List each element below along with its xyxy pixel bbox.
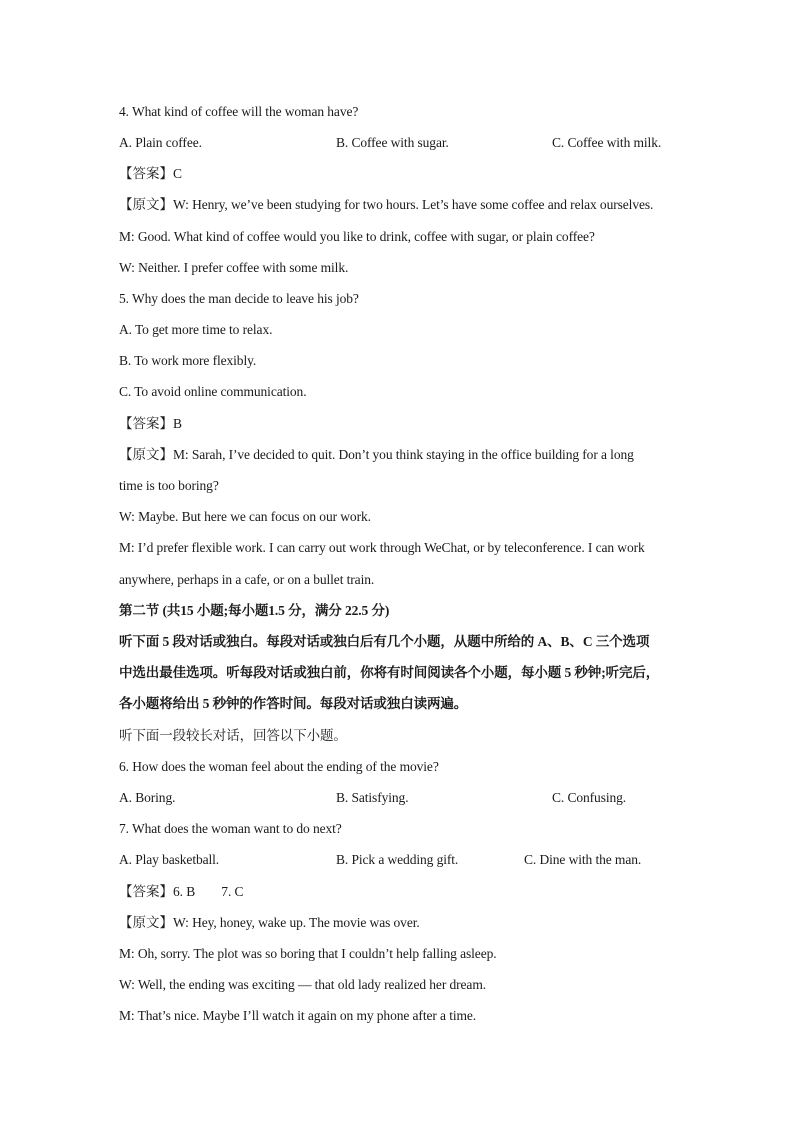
section-heading: 第二节 (共15 小题;每小题1.5 分，满分 22.5 分)	[119, 603, 390, 618]
answer-label: 【答案】	[119, 166, 173, 181]
answer-value: B	[173, 416, 182, 431]
section-instructions-line: 中选出最佳选项。听每段对话或独白前，你将有时间阅读各个小题，每小题 5 秒钟;听完后，	[119, 665, 660, 680]
q4-option-b: B. Coffee with sugar.	[336, 135, 449, 150]
q67-script-line	[119, 914, 420, 932]
q5-question: 5. Why does the man decide to leave his job?	[119, 291, 359, 306]
q5-script-line: time is too boring?	[119, 478, 219, 493]
q5-option-c: C. To avoid online communication.	[119, 384, 307, 399]
q5-script-line: anywhere, perhaps in a cafe, or on a bullet train.	[119, 572, 375, 587]
answer-value: C	[173, 166, 182, 181]
section-instructions-line: 听下面 5 段对话或独白。每段对话或独白后有几个小题，从题中所给的 A、B、C 三个选项	[119, 634, 650, 649]
q7-option-a: A. Play basketball.	[119, 852, 220, 867]
script-text: W: Henry, we’ve been studying for two hours. Let’s have some coffee and relax ourselves.	[173, 197, 654, 212]
q6-option-a: A. Boring.	[119, 790, 176, 805]
q4-script-line	[119, 196, 653, 214]
script-text: M: Sarah, I’ve decided to quit. Don’t you think staying in the office building for a long	[173, 447, 634, 462]
q4-question: 4. What kind of coffee will the woman have?	[119, 104, 359, 119]
q6-question: 6. How does the woman feel about the ending of the movie?	[119, 759, 439, 774]
section-instructions-line: 各小题将给出 5 秒钟的作答时间。每段对话或独白读两遍。	[119, 696, 468, 711]
section-lead: 听下面一段较长对话，回答以下小题。	[119, 728, 347, 743]
answer-value: 6. B 7. C	[173, 884, 244, 899]
answer-label: 【答案】	[119, 416, 173, 431]
q5-option-b: B. To work more flexibly.	[119, 353, 257, 368]
q67-script-line: M: Oh, sorry. The plot was so boring that I couldn’t help falling asleep.	[119, 946, 497, 961]
q67-script-line: W: Well, the ending was exciting — that old lady realized her dream.	[119, 977, 486, 992]
q4-answer	[119, 165, 182, 183]
q7-option-c: C. Dine with the man.	[524, 852, 642, 867]
q7-options	[119, 851, 719, 869]
q7-option-b: B. Pick a wedding gift.	[336, 852, 459, 867]
script-label: 【原文】	[119, 197, 173, 212]
script-text: W: Hey, honey, wake up. The movie was over.	[173, 915, 420, 930]
q4-option-a: A. Plain coffee.	[119, 135, 202, 150]
q4-script-line: M: Good. What kind of coffee would you like to drink, coffee with sugar, or plain coffee?	[119, 229, 595, 244]
q4-option-c: C. Coffee with milk.	[552, 135, 662, 150]
q5-script-line: W: Maybe. But here we can focus on our work.	[119, 509, 371, 524]
q5-script-line: M: I’d prefer flexible work. I can carry out work through WeChat, or by teleconference. I can work	[119, 540, 645, 555]
q6-option-c: C. Confusing.	[552, 790, 627, 805]
q5-option-a: A. To get more time to relax.	[119, 322, 273, 337]
q7-question: 7. What does the woman want to do next?	[119, 821, 342, 836]
q6-options	[119, 789, 719, 807]
q4-options	[119, 134, 719, 152]
q67-answer	[119, 883, 243, 901]
q5-script-line	[119, 446, 634, 464]
q67-script-line: M: That’s nice. Maybe I’ll watch it again on my phone after a time.	[119, 1008, 477, 1023]
script-label: 【原文】	[119, 447, 173, 462]
q6-option-b: B. Satisfying.	[336, 790, 409, 805]
script-label: 【原文】	[119, 915, 173, 930]
q5-answer	[119, 415, 182, 433]
answer-label: 【答案】	[119, 884, 173, 899]
q4-script-line: W: Neither. I prefer coffee with some milk.	[119, 260, 349, 275]
